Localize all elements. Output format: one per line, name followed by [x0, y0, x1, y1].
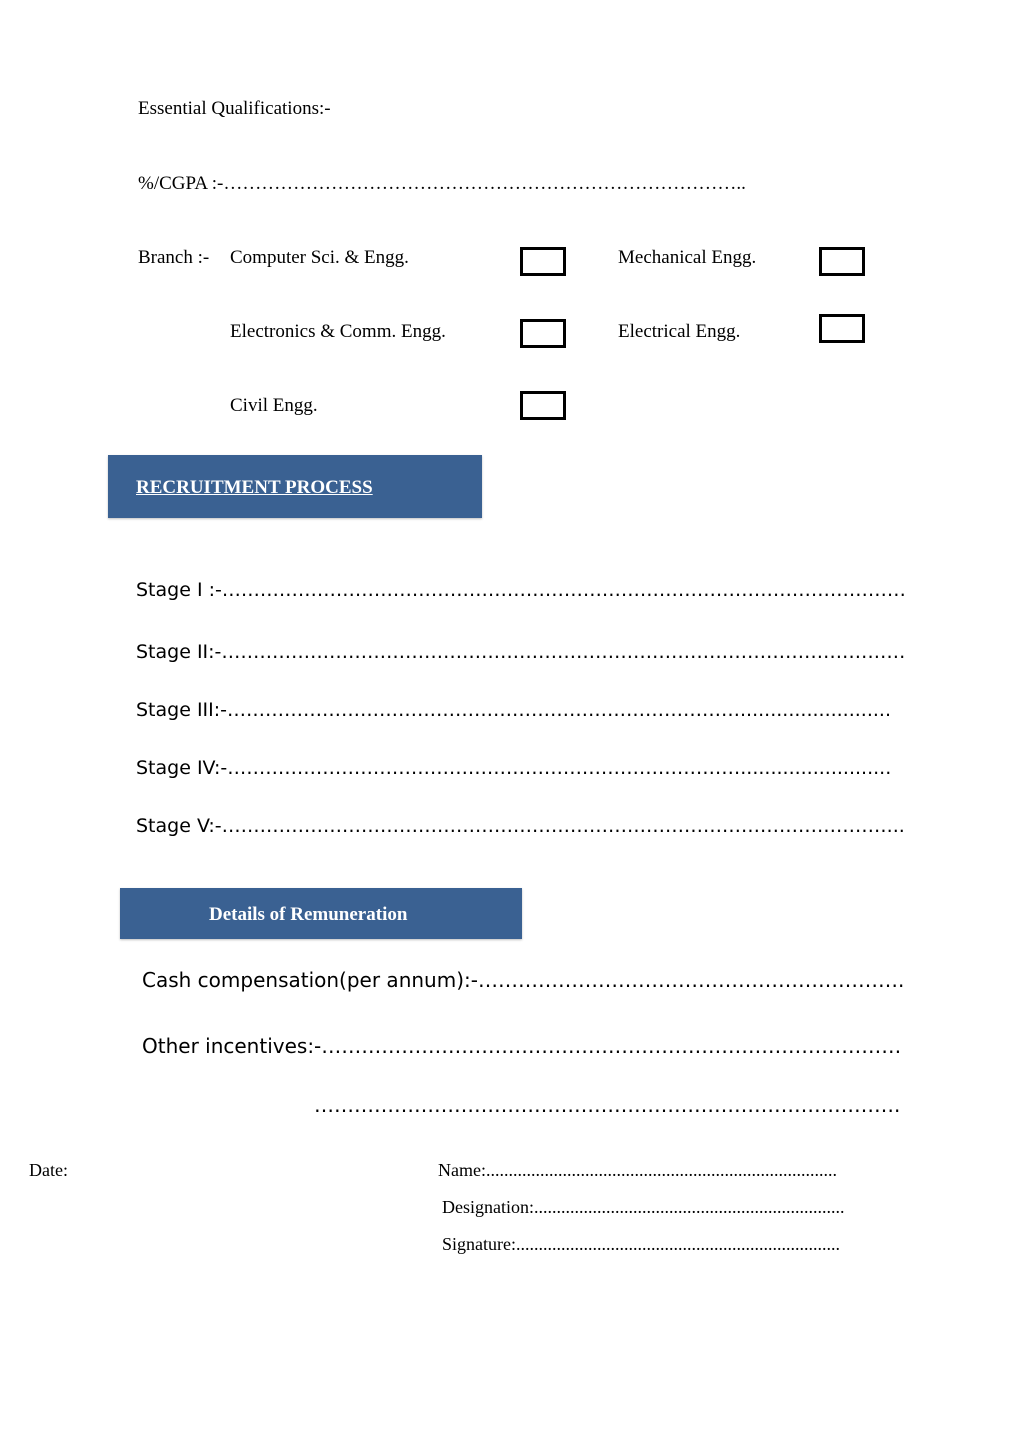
branch-checkbox-ee[interactable] — [819, 314, 865, 343]
stage-3-field[interactable]: Stage III:-………………………………………………………………………......................... — [136, 699, 891, 721]
name-field[interactable]: Name:.............................................................................. — [438, 1160, 837, 1180]
branch-checkbox-cse[interactable] — [520, 247, 566, 276]
date-label: Date: — [29, 1160, 68, 1180]
remuneration-header — [120, 888, 522, 939]
branch-checkbox-mech[interactable] — [819, 247, 865, 276]
cash-compensation-field[interactable]: Cash compensation(per annum):-………………………………………………………. — [142, 968, 905, 992]
branch-option-ee-label: Electrical Engg. — [618, 321, 741, 342]
recruitment-process-header — [108, 455, 482, 518]
recruitment-process-title: RECRUITMENT PROCESS — [136, 477, 373, 498]
designation-field[interactable]: Designation:..................................................................... — [442, 1197, 845, 1217]
branch-option-ece-label: Electronics & Comm. Engg. — [230, 321, 446, 342]
stage-4-field[interactable]: Stage IV:-………………………………………………………………………......................... — [136, 757, 892, 779]
remuneration-title: Details of Remuneration — [209, 904, 408, 925]
cgpa-field[interactable]: %/CGPA :-……………………………………………………………………….. — [138, 173, 746, 194]
other-incentives-continued[interactable]: ……………………………………………………………………………. — [314, 1093, 901, 1117]
branch-option-civil-label: Civil Engg. — [230, 395, 318, 416]
signature-field[interactable]: Signature:........................................................................ — [442, 1234, 840, 1254]
stage-5-field[interactable]: Stage V:-……………………………………………………………………………………………... — [136, 815, 905, 837]
branch-label: Branch :- — [138, 247, 210, 268]
branch-checkbox-civil[interactable] — [520, 391, 566, 420]
other-incentives-field[interactable]: Other incentives:-…………………………………………………………………………… — [142, 1034, 902, 1058]
qualifications-heading: Essential Qualifications:- — [138, 98, 331, 119]
branch-option-mech-label: Mechanical Engg. — [618, 247, 757, 268]
branch-option-cse-label: Computer Sci. & Engg. — [230, 247, 409, 268]
branch-checkbox-ece[interactable] — [520, 319, 566, 348]
stage-2-field[interactable]: Stage II:-……………………………………………………………………………………………… — [136, 641, 906, 663]
stage-1-field[interactable]: Stage I :-……………………………………………………………………………………………… — [136, 579, 906, 601]
